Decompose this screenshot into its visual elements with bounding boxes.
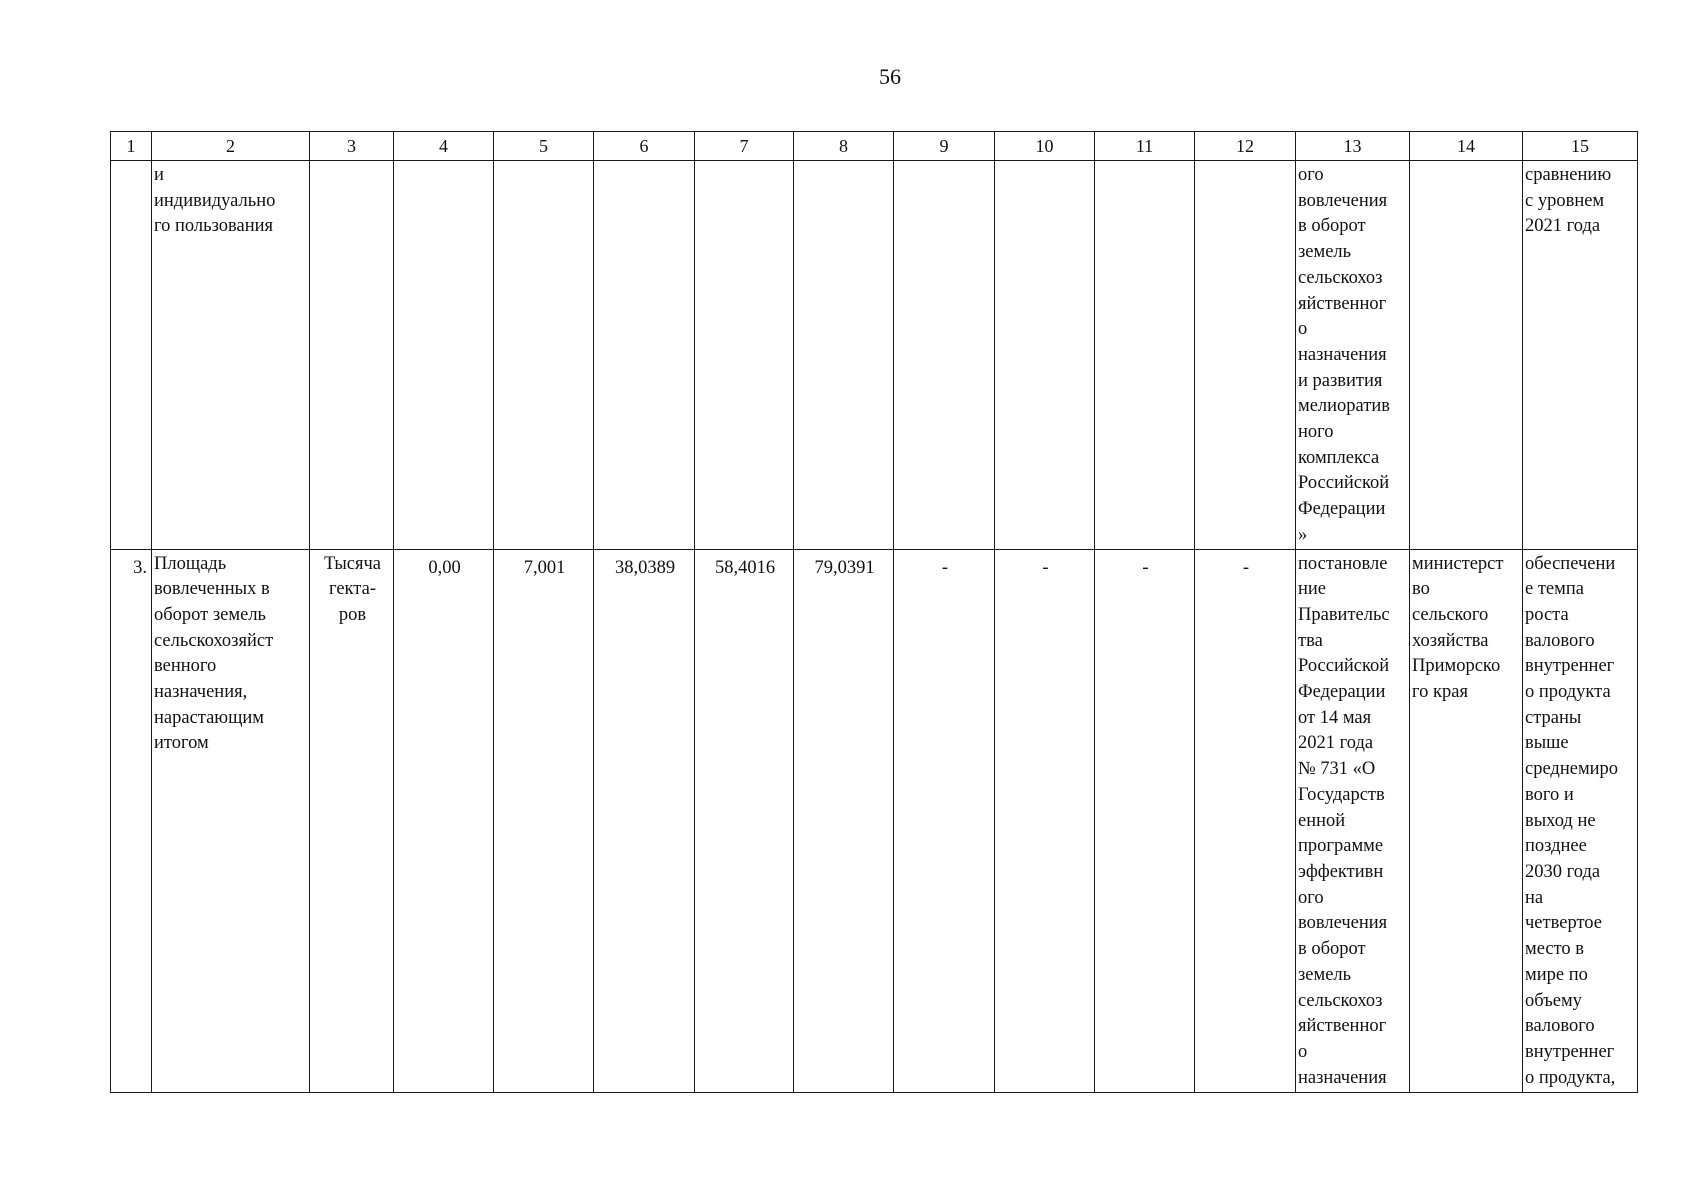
cell-text [394,161,493,167]
data-table [110,131,1638,1093]
value-cell [695,549,794,1092]
page-number: 56 [879,64,901,89]
header-cell: 12 [1195,132,1296,161]
cell-text: 58,4016 [714,557,776,578]
responsible-cell [1410,161,1523,550]
document-cell [1296,549,1410,1092]
cell-text: 3. [133,557,147,578]
cell-text [1095,161,1194,167]
cell-text: Площадь вовлеченных в оборот земель сельскохозяйст венного назначения, нарастающим итогом [154,553,274,754]
goal-cell [1523,549,1638,1092]
header-cell: 11 [1095,132,1195,161]
header-cell: 14 [1410,132,1523,161]
row-number-cell [111,549,152,1092]
value-cell [1095,549,1195,1092]
header-cell: 4 [394,132,494,161]
header-cell: 6 [594,132,695,161]
header-cell: 3 [310,132,394,161]
value-cell [894,161,995,550]
value-cell [594,161,695,550]
table-row [111,161,1638,550]
cell-text: - [941,557,949,578]
header-cell: 13 [1296,132,1410,161]
header-cell: 9 [894,132,995,161]
cell-text [494,161,593,167]
cell-text: - [1042,557,1049,578]
cell-text [794,161,893,167]
indicator-name-cell [152,161,310,550]
cell-text: - [1142,557,1149,578]
table-row [111,549,1638,1092]
indicator-name-cell [152,549,310,1092]
cell-text [1410,161,1522,163]
cell-text: министерст во сельского хозяйства Приморско го края [1412,553,1504,703]
value-cell [894,549,995,1092]
header-cell: 7 [695,132,794,161]
cell-text: 38,0389 [614,557,676,578]
cell-text: и индивидуально го пользования [154,165,276,237]
header-cell: 2 [152,132,310,161]
header-cell: 10 [995,132,1095,161]
cell-text: 7,001 [523,557,566,578]
value-cell [394,161,494,550]
table-header-row [111,132,1638,161]
cell-text: - [1242,557,1250,578]
header-cell: 8 [794,132,894,161]
value-cell [1195,161,1296,550]
cell-text [594,161,694,167]
value-cell [494,549,594,1092]
document-cell [1296,161,1410,550]
cell-text [1195,161,1295,167]
cell-text: обеспечени е темпа роста валового внутреннег о продукта страны выше среднемиро вого и выход не позднее 2030 года на четвертое место в мире по объему валового внутреннег о продукта, [1525,553,1619,1088]
cell-text [310,161,393,163]
responsible-cell [1410,549,1523,1092]
value-cell [594,549,695,1092]
value-cell [995,549,1095,1092]
cell-text [111,161,151,167]
cell-text [894,161,994,167]
cell-text: 79,0391 [814,557,875,578]
value-cell [1195,549,1296,1092]
row-number-cell [111,161,152,550]
value-cell [394,549,494,1092]
cell-text: постановле ние Правительс тва Российской Федерации от 14 мая 2021 года № 731 «О Государств енной программе эффективн ого вовлечения в оборот земель сельскохоз яйственног о назначения [1298,553,1390,1088]
value-cell [794,549,894,1092]
cell-text [995,161,1094,167]
value-cell [494,161,594,550]
value-cell [695,161,794,550]
value-cell [794,161,894,550]
goal-cell [1523,161,1638,550]
unit-cell [310,549,394,1092]
header-cell: 1 [111,132,152,161]
cell-text: 0,00 [428,557,461,578]
cell-text [695,161,793,167]
cell-text: Тысяча гекта- ров [323,553,382,625]
unit-cell [310,161,394,550]
header-cell: 15 [1523,132,1638,161]
value-cell [1095,161,1195,550]
header-cell: 5 [494,132,594,161]
value-cell [995,161,1095,550]
cell-text: сравнению с уровнем 2021 года [1525,165,1612,237]
cell-text: ого вовлечения в оборот земель сельскохоз яйственног о назначения и развития мелиоратив ного комплекса Российской Федерации » [1298,165,1391,545]
